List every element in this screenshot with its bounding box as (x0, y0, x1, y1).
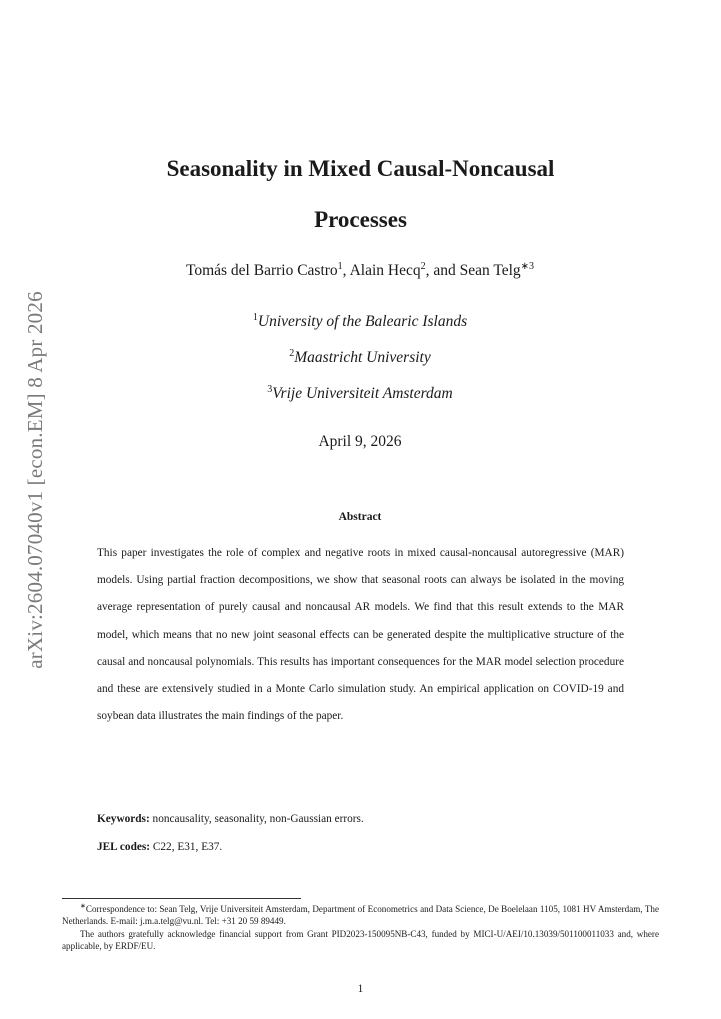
paper-title (90, 143, 631, 245)
footnote-correspondence (62, 903, 659, 928)
keywords-line (97, 813, 364, 825)
jel-codes-line (97, 841, 222, 853)
page-number: 1 (357, 983, 364, 995)
affiliation-1-mark: 1 (252, 312, 258, 323)
author-1-affiliation-mark: 1 (337, 261, 343, 272)
arxiv-identifier-stamp[interactable]: arXiv:2604.07040v1 [econ.EM] 8 Apr 2026 (23, 291, 47, 669)
author-1-name: Tomás del Barrio Castro (185, 262, 338, 279)
footnote-correspondence-text: Correspondence to: Sean Telg, Vrije Universiteit Amsterdam, Department of Econometrics and Data Science, De Boelelaan 1105, 1081 HV Amsterdam, The Netherlands. E-mail: j.m.a.telg@vu.nl. Tel: +31 20 59 89449. (62, 904, 659, 927)
affiliation-3-name: Vrije Universiteit Amsterdam (272, 385, 453, 402)
author-separator-2: , and (425, 262, 460, 279)
affiliation-3 (60, 385, 660, 403)
author-3-name: Sean Telg (459, 262, 521, 279)
author-list (60, 262, 660, 280)
footnote-correspondence-mark: ∗ (80, 902, 86, 910)
title-line-1: Seasonality in Mixed Causal-Noncausal (166, 156, 555, 181)
affiliation-1 (60, 313, 660, 331)
footnotes (62, 903, 659, 952)
jel-codes-label: JEL codes: (97, 841, 151, 853)
keywords-label: Keywords: (97, 813, 150, 825)
abstract-body: This paper investigates the role of complex and negative roots in mixed causal-noncausal autoregressive (MAR) models. Using partial fraction decompositions, we show that seasonal roots can always be isolated in the moving average representation of purely causal and noncausal AR models. We find that this result extends to the MAR model, which means that no new joint seasonal effects can be generated despite the multiplicative structure of the causal and noncausal polynomials. This results has important consequences for the MAR model selection procedure and these are extensively studied in a Monte Carlo simulation study. An empirical application on COVID-19 and soybean data illustrates the main findings of the paper. (97, 547, 624, 723)
affiliation-2 (60, 349, 660, 367)
publication-date: April 9, 2026 (318, 433, 402, 450)
jel-codes-text: C22, E31, E37. (150, 841, 223, 853)
author-2-affiliation-mark: 2 (420, 261, 426, 272)
author-separator-1: , (342, 262, 350, 279)
keywords-text: noncausality, seasonality, non-Gaussian errors. (149, 813, 364, 825)
affiliation-2-mark: 2 (289, 348, 295, 359)
affiliation-1-name: University of the Balearic Islands (257, 313, 468, 330)
affiliation-2-name: Maastricht University (294, 349, 431, 366)
affiliation-3-mark: 3 (267, 384, 273, 395)
author-3-affiliation-mark: ∗3 (520, 261, 535, 272)
abstract-heading: Abstract (338, 511, 382, 523)
author-2-name: Alain Hecq (349, 262, 421, 279)
footnote-funding: The authors gratefully acknowledge financial support from Grant PID2023-150095NB-C43, funded by MICI-U/AEI/10.13039/501100011033 and, where applicable, by ERDF/EU. (62, 928, 659, 951)
footnote-rule (62, 898, 301, 899)
title-line-2: Processes (314, 207, 407, 232)
